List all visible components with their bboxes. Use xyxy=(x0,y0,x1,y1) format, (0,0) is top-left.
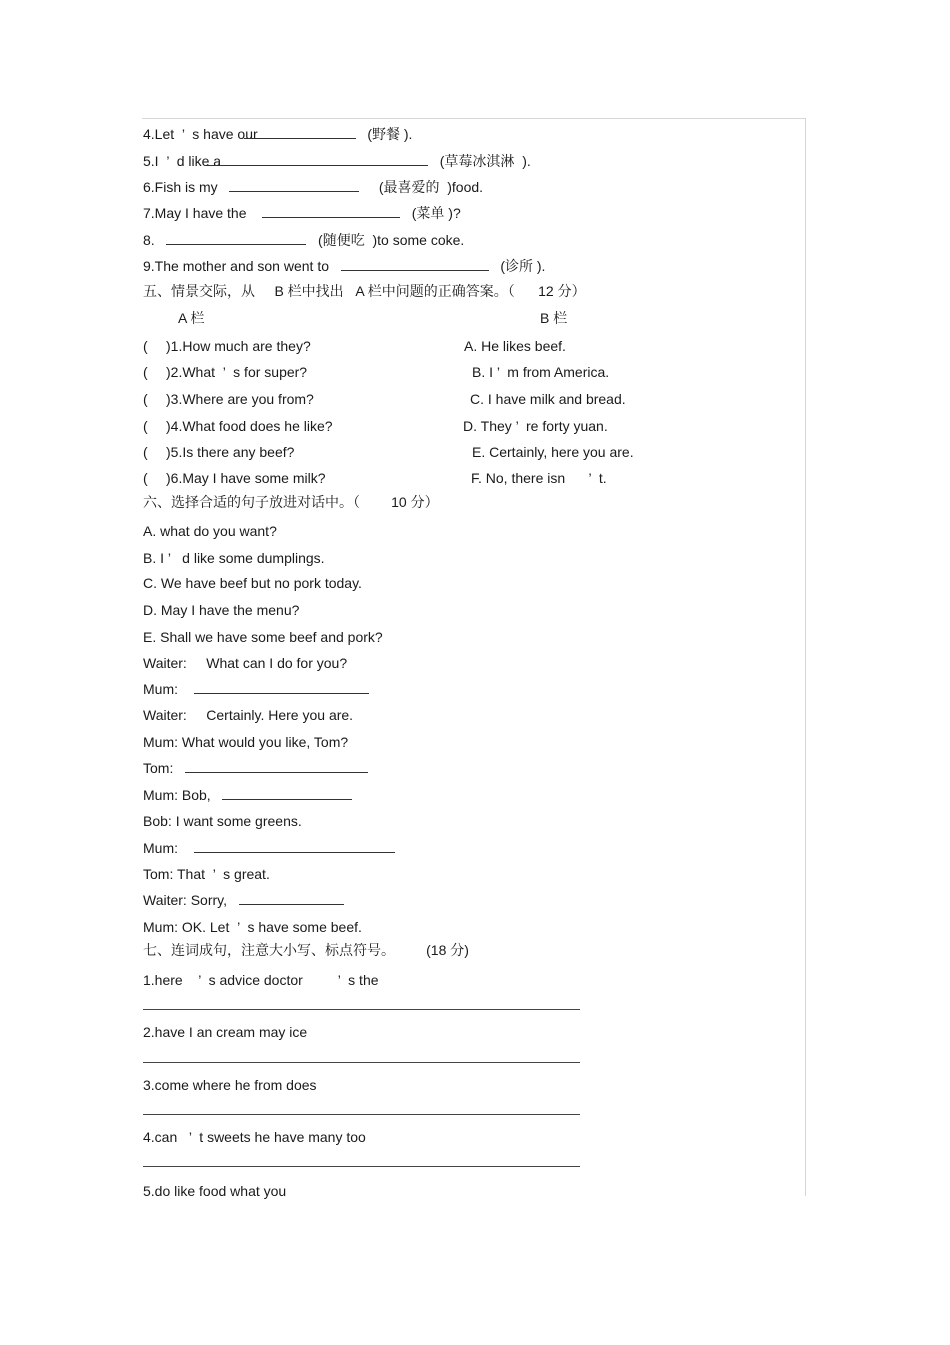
answer-b-e: E. Certainly, here you are. xyxy=(472,444,634,460)
dialogue-line: Tom: xyxy=(143,759,368,777)
section6-title: 六、选择合适的句子放进对话中。（ 10 分） xyxy=(143,494,439,510)
section5-title: 五、情景交际，从 B 栏中找出 A 栏中问题的正确答案。（ 12 分） xyxy=(143,283,586,299)
question-a-5: )5.Is there any beef? xyxy=(166,444,295,460)
fill-in-7: 7.May I have the (菜单 )? xyxy=(143,205,461,221)
dialogue-line: Mum: xyxy=(143,680,369,698)
answer-paren[interactable]: ( xyxy=(143,364,148,380)
dialogue-line: Mum: Bob, xyxy=(143,786,352,804)
answer-blank[interactable] xyxy=(166,231,306,245)
answer-blank[interactable] xyxy=(206,152,428,166)
answer-b-a: A. He likes beef. xyxy=(464,338,566,354)
dialogue-line: Mum: OK. Let ’ s have some beef. xyxy=(143,919,362,935)
dialogue-line: Waiter: Sorry, xyxy=(143,891,344,909)
column-a-heading: A 栏 xyxy=(178,310,205,326)
answer-paren[interactable]: ( xyxy=(143,470,148,486)
option-a: A. what do you want? xyxy=(143,523,277,539)
question-a-6: )6.May I have some milk? xyxy=(166,470,326,486)
scramble-item-2: 2.have I an cream may ice xyxy=(143,1024,308,1040)
option-b: B. I ’ d like some dumplings. xyxy=(143,550,325,566)
option-d: D. May I have the menu? xyxy=(143,602,300,618)
answer-line[interactable] xyxy=(143,1166,580,1167)
option-e: E. Shall we have some beef and pork? xyxy=(143,629,383,645)
question-a-3: )3.Where are you from? xyxy=(166,391,314,407)
dialogue-line: Mum: What would you like, Tom? xyxy=(143,734,349,750)
section7-title: 七、连词成句，注意大小写、标点符号。 (18 分) xyxy=(143,942,469,958)
scramble-item-3: 3.come where he from does xyxy=(143,1077,317,1093)
answer-line[interactable] xyxy=(143,1009,580,1010)
answer-paren[interactable]: ( xyxy=(143,338,148,354)
answer-line[interactable] xyxy=(143,1062,580,1063)
dialogue-blank[interactable] xyxy=(239,891,344,905)
option-c: C. We have beef but no pork today. xyxy=(143,575,362,591)
dialogue-line: Waiter: Certainly. Here you are. xyxy=(143,707,354,723)
fill-in-5: 5.I ’ d like a (草莓冰淇淋 ). xyxy=(143,153,531,169)
dialogue-line: Tom: That ’ s great. xyxy=(143,866,270,882)
answer-blank[interactable] xyxy=(244,125,356,139)
answer-blank[interactable] xyxy=(262,204,400,218)
answer-line[interactable] xyxy=(143,1114,580,1115)
question-a-4: )4.What food does he like? xyxy=(166,418,333,434)
dialogue-blank[interactable] xyxy=(185,759,368,773)
column-b-heading: B 栏 xyxy=(540,310,568,326)
dialogue-line: Mum: xyxy=(143,839,395,857)
fill-in-4: 4.Let ’ s have our (野餐 ). xyxy=(143,126,413,142)
dialogue-line: Bob: I want some greens. xyxy=(143,813,302,829)
question-a-2: )2.What ’ s for super? xyxy=(166,364,308,380)
dialogue-blank[interactable] xyxy=(222,786,352,800)
fill-in-6: 6.Fish is my (最喜爱的 )food. xyxy=(143,179,484,195)
dialogue-line: Waiter: What can I do for you? xyxy=(143,655,348,671)
answer-paren[interactable]: ( xyxy=(143,444,148,460)
dialogue-blank[interactable] xyxy=(194,680,369,694)
scramble-item-5: 5.do like food what you xyxy=(143,1183,287,1199)
fill-in-8: 8. (随便吃 )to some coke. xyxy=(143,232,465,248)
scramble-item-1: 1.here ’ s advice doctor ’ s the xyxy=(143,972,379,988)
answer-b-f: F. No, there isn ’ t. xyxy=(471,470,607,486)
question-a-1: )1.How much are they? xyxy=(166,338,311,354)
fill-in-9: 9.The mother and son went to (诊所 ). xyxy=(143,258,546,274)
answer-blank[interactable] xyxy=(341,257,489,271)
dialogue-blank[interactable] xyxy=(194,839,395,853)
answer-b-d: D. They ’ re forty yuan. xyxy=(463,418,608,434)
answer-paren[interactable]: ( xyxy=(143,391,148,407)
answer-b-c: C. I have milk and bread. xyxy=(470,391,626,407)
answer-b-b: B. I ’ m from America. xyxy=(472,364,610,380)
answer-paren[interactable]: ( xyxy=(143,418,148,434)
scramble-item-4: 4.can ’ t sweets he have many too xyxy=(143,1129,366,1145)
answer-blank[interactable] xyxy=(229,178,359,192)
